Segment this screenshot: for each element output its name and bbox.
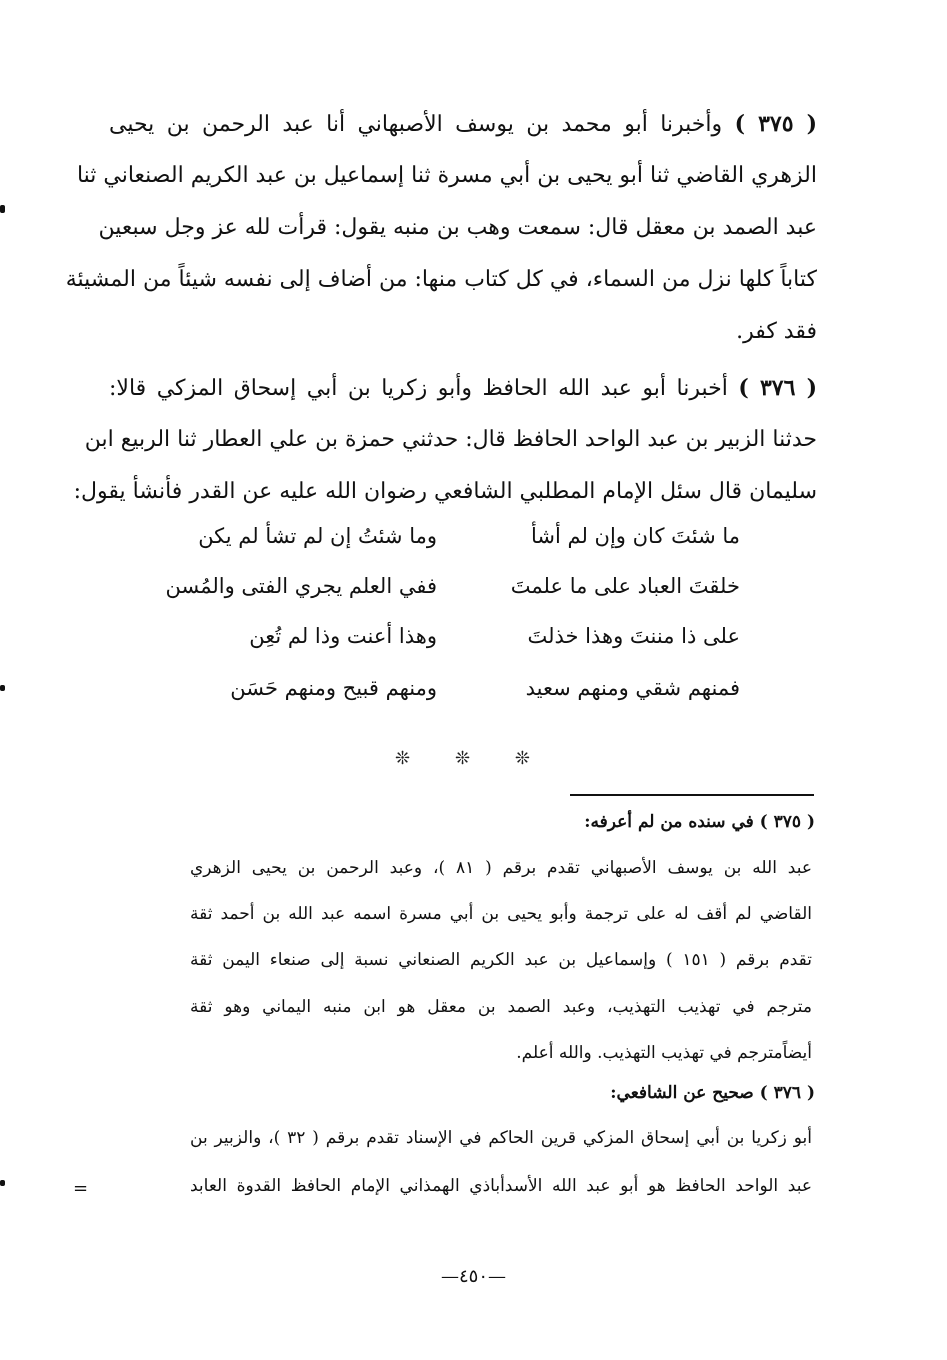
poem-hemistich-second: وما شئتُ إن لم تشأ لم يكن [198,524,437,548]
text-line: كتاباً كلها نزل من السماء، في كل كتاب منها: من أضاف إلى نفسه شيئاً من المشيئة [65,267,817,292]
poem-hemistich-second: وهذا أعنت وذا لم تُعِن [249,624,437,648]
poem-hemistich-first: فمنهم شقي ومنهم سعيد [525,676,740,700]
separator-star-icon: ❊ [454,748,471,769]
footnote-line: القاضي لم أقف له على ترجمة وأبو يحيى بن أبي مسرة اسمه عبد الله بن أحمد ثقة [190,904,812,924]
footnote-line: مترجم في تهذيب التهذيب، وعبد الصمد بن معقل هو ابن منبه اليماني وهو ثقة [190,997,812,1017]
text-line: فقد كفر. [736,319,817,344]
continuation-mark: = [73,1178,89,1199]
scan-edge-mark [0,1180,5,1186]
footnote-line: أبو زكريا بن أبي إسحاق المزكي قرين الحاكم في الإسناد تقدم برقم ( ٣٢ )، والزبير بن [190,1128,812,1148]
section-separator [395,748,530,769]
poem-hemistich-second: ومنهم قبيح ومنهم حَسَن [230,676,437,700]
footnote-divider [570,794,814,796]
separator-star-icon: ❊ [395,748,411,769]
scan-edge-mark [0,685,5,691]
poem-hemistich-first: خلقتَ العباد على ما علمتَ [510,574,740,598]
footnote-heading: ( ٣٧٦ ) صحيح عن الشافعي: [610,1083,815,1103]
hadith-number: ( ٣٧٥ ) [734,111,817,137]
text-line: ( ٣٧٥ ) وأخبرنا أبو محمد بن يوسف الأصبهاني أنا عبد الرحمن بن يحيى [109,111,817,137]
poem-hemistich-second: ففي العلم يجري الفتى والمُسن [165,574,437,598]
footnote-heading: ( ٣٧٥ ) في سنده من لم أعرفه: [584,812,815,832]
paragraph-375 [65,98,817,358]
footnote-line: تقدم برقم ( ١٥١ ) وإسماعيل بن عبد الكريم الصنعاني نسبة إلى صنعاء اليمن ثقة [190,950,812,970]
footnote-line: أيضاًمترجم في تهذيب التهذيب. والله أعلم. [516,1043,812,1063]
page-number: —٤٥٠— [440,1266,506,1287]
text-line: حدثنا الزبير بن عبد الواحد الحافظ قال: حدثني حمزة بن علي العطار ثنا الربيع ابن [84,427,817,452]
paragraph-376 [73,362,817,518]
text-line: سليمان قال سئل الإمام المطلبي الشافعي رضوان الله عليه عن القدر فأنشأ يقول: [73,479,817,504]
text-line: الزهري القاضي ثنا أبو يحيى بن أبي مسرة ثنا إسماعيل بن عبد الكريم الصنعاني ثنا [76,163,817,188]
hadith-number: ( ٣٧٦ ) [738,375,817,401]
scan-edge-mark [0,205,5,213]
separator-star-icon: ❊ [514,748,530,769]
poem-hemistich-first: على ذا مننتَ وهذا خذلتَ [527,624,740,648]
footnote-line: عبد الله بن يوسف الأصبهاني تقدم برقم ( ٨١ )، وعبد الرحمن بن يحيى الزهري [190,858,812,878]
text-line: ( ٣٧٦ ) أخبرنا أبو عبد الله الحافظ وأبو زكريا بن أبي إسحاق المزكي قالا: [109,375,817,401]
text-line: عبد الصمد بن معقل قال: سمعت وهب بن منبه يقول: قرأت لله عز وجل سبعين [98,215,817,240]
poem-hemistich-first: ما شئتَ كان وإن لم أشأ [531,524,740,548]
footnote-line: عبد الواحد الحافظ هو أبو عبد الله الأسدأباذي الهمذاني الإمام الحافظ القدوة العابد [190,1176,812,1196]
